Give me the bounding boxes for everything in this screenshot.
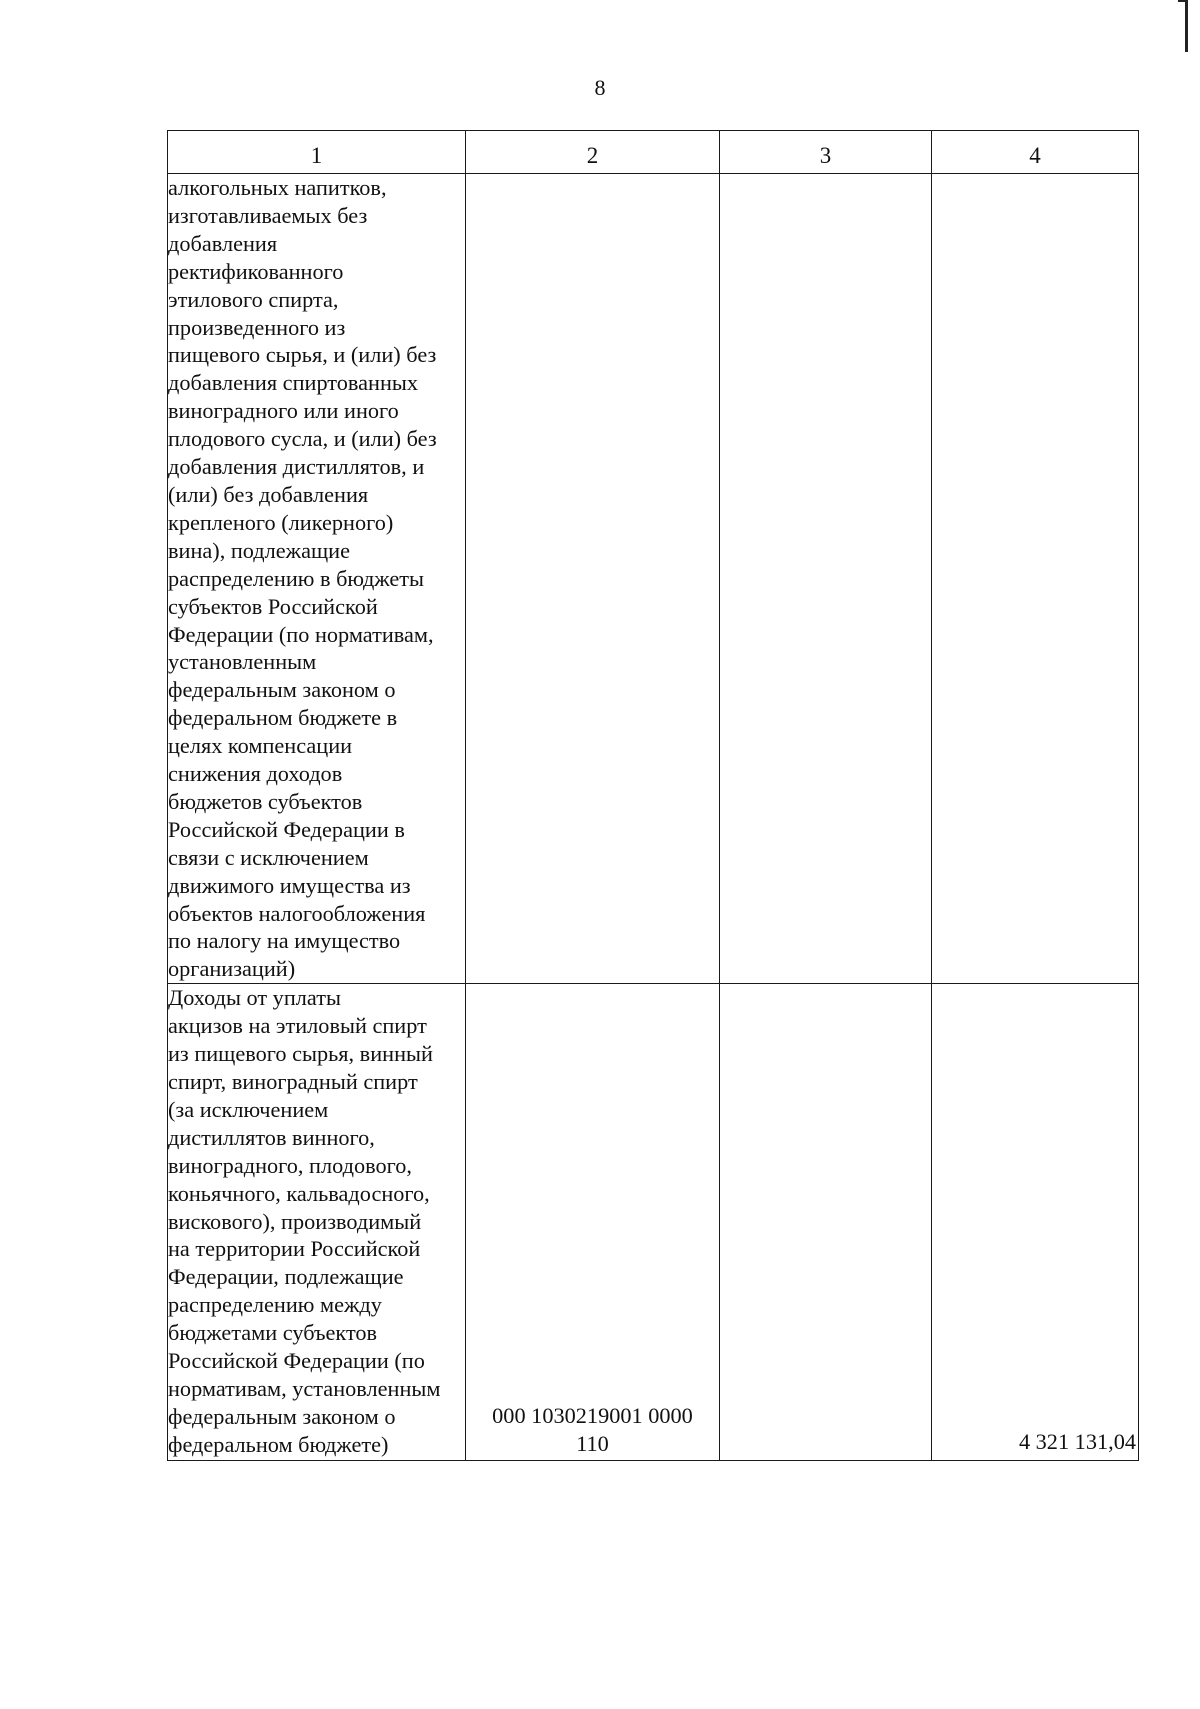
- row-col3: [720, 174, 932, 984]
- row-amount: 4 321 131,04: [932, 984, 1139, 1461]
- row-description: Доходы от уплаты акцизов на этиловый спирт из пищевого сырья, винный спирт, виноградный спирт (за исключением дистиллятов винного, виноградного, плодового, коньячного, кальвадосного, вискового), производимый на территории Российской Федерации, подлежащие распределению между бюджетами субъектов Российской Федерации (по нормативам, установленным федеральным законом о федеральном бюджете): [168, 984, 466, 1461]
- row-code: [466, 174, 720, 984]
- scan-edge-tick: [1178, 0, 1188, 2]
- table-row: [168, 984, 1139, 1461]
- page-number: 8: [594, 75, 606, 100]
- table-row: [168, 174, 1139, 984]
- table-header-row: [168, 131, 1139, 174]
- row-col3: [720, 984, 932, 1461]
- header-cell-1: 1: [168, 131, 466, 174]
- header-cell-4: 4: [932, 131, 1139, 174]
- revenue-table: [167, 130, 1139, 1461]
- row-amount: [932, 174, 1139, 984]
- header-cell-2: 2: [466, 131, 720, 174]
- row-description: алкогольных напитков, изготавливаемых без добавления ректификованного этилового спирта, произведенного из пищевого сырья, и (или) без добавления спиртованных виноградного или иного плодового сусла, и (или) без добавления дистиллятов, и (или) без добавления крепленого (ликерного) вина), подлежащие распределению в бюджеты субъектов Российской Федерации (по нормативам, установленным федеральным законом о федеральном бюджете в целях компенсации снижения доходов бюджетов субъектов Российской Федерации в связи с исключением движимого имущества из объектов налогообложения по налогу на имущество организаций): [168, 174, 466, 984]
- header-cell-3: 3: [720, 131, 932, 174]
- scan-edge-mark: [1185, 0, 1188, 52]
- row-code: 000 1030219001 0000 110: [466, 984, 720, 1461]
